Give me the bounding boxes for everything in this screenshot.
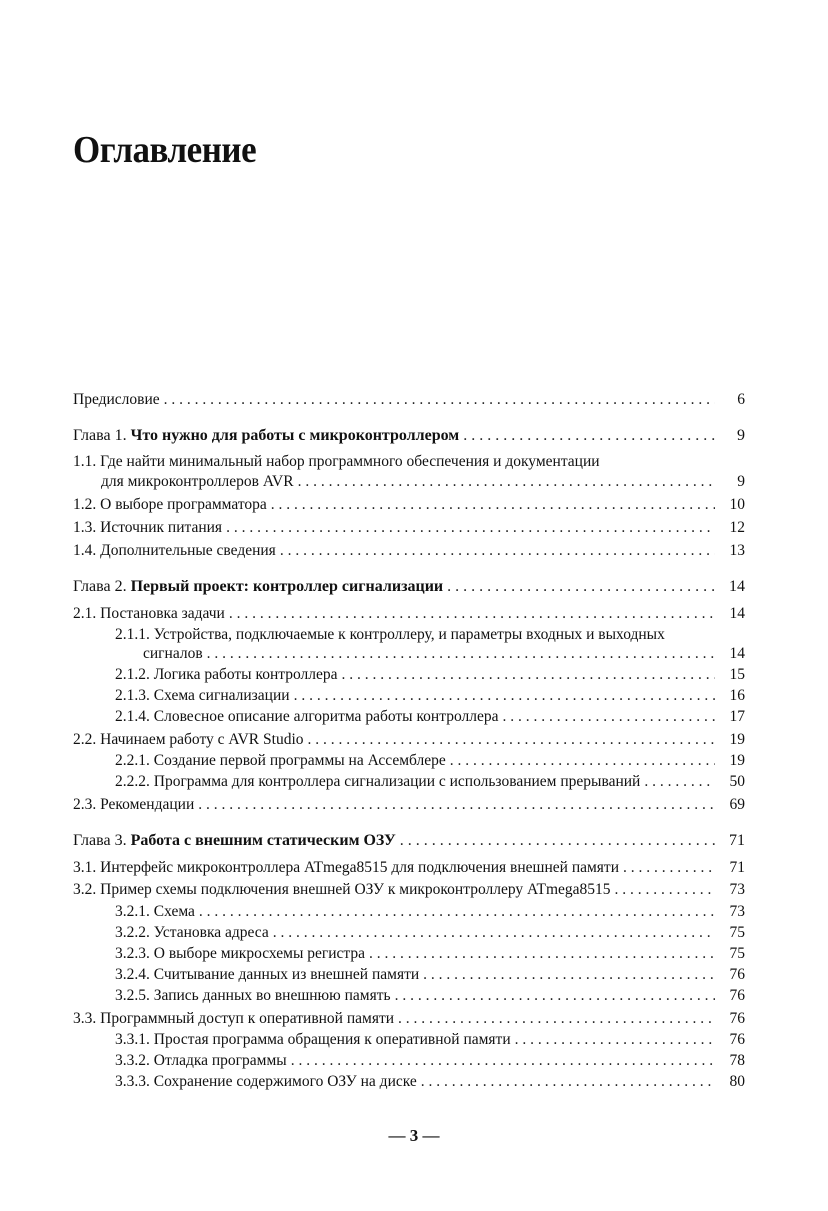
toc-entry-continuation[interactable] <box>143 643 745 665</box>
toc-entry-label: 2.1.1. Устройства, подключаемые к контроллеру, и параметры входных и выходных <box>115 626 665 643</box>
toc-entry-label: 3.2.2. Установка адреса <box>115 924 269 941</box>
toc-entry-page: 69 <box>729 796 745 813</box>
dot-leader <box>502 706 715 728</box>
dot-leader <box>198 794 715 816</box>
dot-leader <box>615 879 715 901</box>
dot-leader <box>164 389 715 411</box>
toc-chapter-title: Первый проект: контроллер сигнализации <box>130 578 444 595</box>
toc-entry-label: для микроконтроллеров AVR <box>101 473 294 490</box>
toc-entry-page: 76 <box>729 966 745 983</box>
toc-entry-continuation[interactable] <box>101 471 745 493</box>
dot-leader <box>207 643 715 665</box>
toc-chapter-prefix: Глава 2. <box>73 578 127 595</box>
toc-entry[interactable] <box>73 794 745 816</box>
dot-leader <box>298 471 715 493</box>
toc-entry-label: 3.2.1. Схема <box>115 903 195 920</box>
toc-entry-label: 3.2.3. О выборе микросхемы регистра <box>115 945 365 962</box>
dot-leader <box>623 857 715 879</box>
dot-leader <box>369 943 715 965</box>
toc-entry-page: 10 <box>729 496 745 513</box>
toc-entry-page: 6 <box>737 391 745 408</box>
dot-leader <box>447 576 715 598</box>
toc-entry-page: 50 <box>729 773 745 790</box>
toc-entry-page: 78 <box>729 1052 745 1069</box>
dot-leader <box>400 830 715 852</box>
toc-entry-label: 3.3.2. Отладка программы <box>115 1052 287 1069</box>
toc-chapter-title: Работа с внешним статическим ОЗУ <box>130 832 396 849</box>
toc-entry-label: 1.3. Источник питания <box>73 519 223 536</box>
dot-leader <box>229 603 715 625</box>
toc-chapter[interactable] <box>73 425 745 447</box>
toc-entry-page: 17 <box>729 708 745 725</box>
toc-chapter-prefix: Глава 3. <box>73 832 127 849</box>
toc-entry-page: 75 <box>729 945 745 962</box>
dot-leader <box>308 729 715 751</box>
toc-chapter[interactable] <box>73 830 745 852</box>
dot-leader <box>421 1071 715 1093</box>
dot-leader <box>395 985 715 1007</box>
dot-leader <box>398 1008 715 1030</box>
toc-entry[interactable] <box>115 1029 745 1051</box>
dot-leader <box>226 517 715 539</box>
dot-leader <box>291 1050 715 1072</box>
toc-entry[interactable] <box>73 494 745 516</box>
toc-entry-page: 76 <box>729 987 745 1004</box>
toc-entry-page: 19 <box>729 752 745 769</box>
toc-entry-page: 14 <box>729 605 745 622</box>
toc-chapter-title: Что нужно для работы с микроконтроллером <box>130 427 460 444</box>
toc-entry-label: 3.3.3. Сохранение содержимого ОЗУ на диске <box>115 1073 417 1090</box>
toc-entry[interactable] <box>73 879 745 901</box>
toc-entry[interactable] <box>73 540 745 562</box>
toc-entry-label: 2.1. Постановка задачи <box>73 605 225 622</box>
toc-entry-label: 3.3.1. Простая программа обращения к оперативной памяти <box>115 1031 511 1048</box>
toc-entry-page: 19 <box>729 731 745 748</box>
toc-entry-label: 3.3. Программный доступ к оперативной памяти <box>73 1010 395 1027</box>
toc-entry-page: 76 <box>729 1010 745 1027</box>
toc-entry-label: 2.2. Начинаем работу с AVR Studio <box>73 731 304 748</box>
toc-entry-label: 3.2. Пример схемы подключения внешней ОЗУ к микроконтроллеру ATmega8515 <box>73 881 611 898</box>
toc-entry[interactable] <box>115 901 745 923</box>
toc-entry[interactable] <box>73 517 745 539</box>
dot-leader <box>463 425 715 447</box>
toc-entry-page: 14 <box>729 645 745 662</box>
dot-leader <box>341 664 715 686</box>
dot-leader <box>515 1029 715 1051</box>
toc-chapter[interactable] <box>73 576 745 598</box>
toc-entry[interactable] <box>115 771 745 793</box>
toc-entry-page: 12 <box>729 519 745 536</box>
toc-entry-label: 2.3. Рекомендации <box>73 796 195 813</box>
toc-entry-page: 75 <box>729 924 745 941</box>
toc-entry[interactable] <box>73 857 745 879</box>
dot-leader <box>294 685 715 707</box>
toc-entry-label: Предисловие <box>73 391 160 408</box>
toc-entry[interactable] <box>115 685 745 707</box>
toc-entry[interactable] <box>115 985 745 1007</box>
toc-entry[interactable] <box>115 750 745 772</box>
toc-entry-label: 3.2.4. Считывание данных из внешней памяти <box>115 966 420 983</box>
page-number: — 3 — <box>388 1126 440 1145</box>
toc-entry-page: 76 <box>729 1031 745 1048</box>
toc-entry[interactable] <box>73 729 745 751</box>
toc-entry-page: 9 <box>737 427 745 444</box>
toc-entry-page: 73 <box>729 903 745 920</box>
toc-entry-label: 1.4. Дополнительные сведения <box>73 542 276 559</box>
dot-leader <box>271 494 715 516</box>
toc-entry-label: 2.1.4. Словесное описание алгоритма работы контроллера <box>115 708 499 725</box>
toc-entry[interactable] <box>73 603 745 625</box>
toc-entry[interactable] <box>73 451 745 473</box>
dot-leader <box>423 964 715 986</box>
toc-entry-label: 2.1.2. Логика работы контроллера <box>115 666 338 683</box>
toc-entry-page: 73 <box>729 881 745 898</box>
toc-entry-page: 16 <box>729 687 745 704</box>
toc-entry-label: 2.2.2. Программа для контроллера сигнализации с использованием прерываний <box>115 773 641 790</box>
toc-entry-label: 1.1. Где найти минимальный набор программного обеспечения и документации <box>73 453 600 470</box>
toc-chapter-prefix: Глава 1. <box>73 427 127 444</box>
dot-leader <box>273 922 715 944</box>
toc-entry-label: сигналов <box>143 645 203 662</box>
dot-leader <box>280 540 715 562</box>
toc-entry-page: 71 <box>729 832 745 849</box>
toc-entry[interactable] <box>115 922 745 944</box>
toc-entry-page: 13 <box>729 542 745 559</box>
toc-entry-page: 14 <box>729 578 745 595</box>
toc-entry[interactable] <box>115 964 745 986</box>
toc-entry[interactable] <box>115 1050 745 1072</box>
toc-entry[interactable] <box>115 1071 745 1093</box>
toc-entry-label: 1.2. О выборе программатора <box>73 496 267 513</box>
toc-entry[interactable] <box>115 943 745 965</box>
toc-entry-label: 3.2.5. Запись данных во внешнюю память <box>115 987 391 1004</box>
page-title: Оглавление <box>73 129 257 171</box>
dot-leader <box>450 750 715 772</box>
toc-entry[interactable] <box>115 664 745 686</box>
toc-entry-page: 15 <box>729 666 745 683</box>
toc-entry-page: 9 <box>737 473 745 490</box>
toc-entry-page: 80 <box>729 1073 745 1090</box>
toc-entry[interactable] <box>73 389 745 411</box>
toc-entry-label: 2.1.3. Схема сигнализации <box>115 687 290 704</box>
toc-entry[interactable] <box>115 706 745 728</box>
toc-entry-label: 2.2.1. Создание первой программы на Ассемблере <box>115 752 446 769</box>
toc-entry[interactable] <box>73 1008 745 1030</box>
toc-entry-label: 3.1. Интерфейс микроконтроллера ATmega8515 для подключения внешней памяти <box>73 859 619 876</box>
dot-leader <box>199 901 715 923</box>
toc-entry-page: 71 <box>729 859 745 876</box>
dot-leader <box>644 771 715 793</box>
